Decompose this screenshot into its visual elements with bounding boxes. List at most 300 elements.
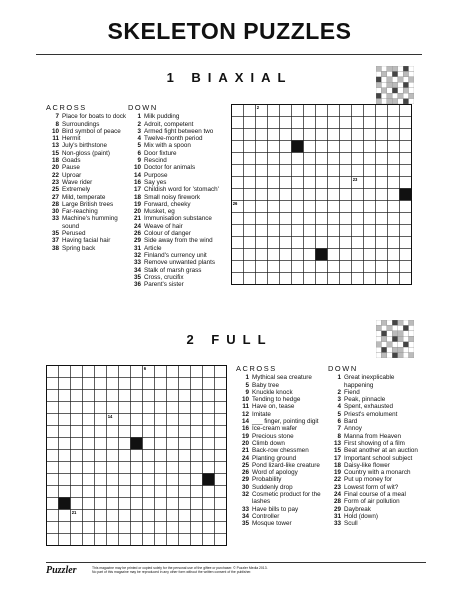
grid-cell[interactable]: [352, 273, 364, 285]
grid-cell[interactable]: [95, 474, 107, 486]
grid-cell[interactable]: [256, 213, 268, 225]
grid-cell[interactable]: [244, 201, 256, 213]
grid-cell[interactable]: [107, 462, 119, 474]
grid-cell[interactable]: [191, 402, 203, 414]
grid-cell[interactable]: [376, 225, 388, 237]
grid-cell[interactable]: [143, 522, 155, 534]
grid-cell[interactable]: [280, 225, 292, 237]
grid-cell[interactable]: [83, 390, 95, 402]
grid-cell[interactable]: [376, 189, 388, 201]
grid-cell[interactable]: [364, 261, 376, 273]
grid-cell[interactable]: [316, 237, 328, 249]
grid-cell[interactable]: [47, 438, 59, 450]
grid-cell[interactable]: [352, 117, 364, 129]
grid-cell[interactable]: [107, 438, 119, 450]
grid-cell[interactable]: [280, 165, 292, 177]
grid-cell[interactable]: [388, 249, 400, 261]
grid-cell[interactable]: [107, 486, 119, 498]
grid-cell[interactable]: [167, 450, 179, 462]
grid-cell[interactable]: [364, 117, 376, 129]
grid-cell[interactable]: [143, 474, 155, 486]
grid-cell[interactable]: [256, 165, 268, 177]
grid-cell[interactable]: [155, 498, 167, 510]
grid-cell[interactable]: [268, 165, 280, 177]
grid-cell[interactable]: [143, 450, 155, 462]
grid-cell[interactable]: [119, 402, 131, 414]
grid-cell[interactable]: [59, 486, 71, 498]
grid-cell[interactable]: [119, 438, 131, 450]
grid-cell[interactable]: [203, 426, 215, 438]
grid-cell[interactable]: [388, 153, 400, 165]
grid-cell[interactable]: [340, 129, 352, 141]
grid-cell[interactable]: [292, 153, 304, 165]
grid-cell[interactable]: [155, 522, 167, 534]
grid-cell[interactable]: [292, 249, 304, 261]
grid-cell[interactable]: [191, 426, 203, 438]
grid-cell[interactable]: [83, 402, 95, 414]
grid-cell[interactable]: [400, 153, 412, 165]
grid-cell[interactable]: [179, 438, 191, 450]
grid-cell[interactable]: [47, 462, 59, 474]
grid-cell[interactable]: [167, 462, 179, 474]
grid-cell[interactable]: [155, 378, 167, 390]
grid-cell[interactable]: [119, 474, 131, 486]
grid-cell[interactable]: [280, 153, 292, 165]
grid-cell[interactable]: [47, 402, 59, 414]
grid-cell[interactable]: [71, 438, 83, 450]
grid-cell[interactable]: [244, 177, 256, 189]
grid-cell[interactable]: [143, 414, 155, 426]
grid-cell[interactable]: [316, 213, 328, 225]
grid-cell[interactable]: [352, 201, 364, 213]
grid-cell[interactable]: [179, 402, 191, 414]
grid-cell[interactable]: [376, 213, 388, 225]
grid-cell[interactable]: [352, 129, 364, 141]
grid-cell[interactable]: [364, 201, 376, 213]
grid-cell[interactable]: [83, 462, 95, 474]
grid-cell[interactable]: [203, 438, 215, 450]
grid-cell[interactable]: [215, 402, 227, 414]
grid-cell[interactable]: [47, 534, 59, 546]
grid-cell[interactable]: [400, 117, 412, 129]
grid-cell[interactable]: [328, 261, 340, 273]
grid-cell[interactable]: [244, 117, 256, 129]
grid-cell[interactable]: [328, 249, 340, 261]
grid-cell[interactable]: [268, 153, 280, 165]
grid-cell[interactable]: [340, 237, 352, 249]
grid-cell[interactable]: [268, 249, 280, 261]
grid-cell[interactable]: [316, 153, 328, 165]
grid-cell[interactable]: [107, 390, 119, 402]
grid-cell[interactable]: [59, 534, 71, 546]
grid-cell[interactable]: [71, 390, 83, 402]
grid-cell[interactable]: [143, 534, 155, 546]
grid-cell[interactable]: [215, 414, 227, 426]
grid-cell[interactable]: [179, 450, 191, 462]
grid-cell[interactable]: [256, 201, 268, 213]
grid-cell[interactable]: [203, 498, 215, 510]
grid-cell[interactable]: [143, 498, 155, 510]
grid-cell[interactable]: [244, 153, 256, 165]
grid-cell[interactable]: [155, 414, 167, 426]
grid-cell[interactable]: [47, 390, 59, 402]
grid-cell[interactable]: [400, 249, 412, 261]
grid-cell[interactable]: [388, 273, 400, 285]
grid-cell[interactable]: [119, 510, 131, 522]
grid-cell[interactable]: [316, 141, 328, 153]
grid-cell[interactable]: [71, 534, 83, 546]
grid-cell[interactable]: [191, 414, 203, 426]
grid-cell[interactable]: [388, 213, 400, 225]
grid-cell[interactable]: [256, 261, 268, 273]
grid-cell[interactable]: [203, 510, 215, 522]
grid-cell[interactable]: [83, 450, 95, 462]
grid-cell[interactable]: [256, 129, 268, 141]
grid-cell[interactable]: [376, 261, 388, 273]
grid-cell[interactable]: [364, 249, 376, 261]
grid-cell[interactable]: [376, 105, 388, 117]
grid-cell[interactable]: [59, 474, 71, 486]
grid-cell[interactable]: [292, 117, 304, 129]
grid-cell[interactable]: [316, 105, 328, 117]
grid-cell[interactable]: [340, 141, 352, 153]
grid-cell[interactable]: [400, 165, 412, 177]
grid-cell[interactable]: [83, 378, 95, 390]
grid-cell[interactable]: [215, 510, 227, 522]
grid-cell[interactable]: [340, 117, 352, 129]
grid-cell[interactable]: [304, 117, 316, 129]
grid-cell[interactable]: [131, 366, 143, 378]
grid-cell[interactable]: [191, 510, 203, 522]
grid-cell[interactable]: [316, 177, 328, 189]
grid-cell[interactable]: [131, 378, 143, 390]
grid-cell[interactable]: [232, 165, 244, 177]
grid-cell[interactable]: [352, 225, 364, 237]
grid-cell[interactable]: [232, 153, 244, 165]
grid-cell[interactable]: [232, 105, 244, 117]
grid-cell[interactable]: [364, 273, 376, 285]
grid-cell[interactable]: [155, 462, 167, 474]
grid-cell[interactable]: [155, 438, 167, 450]
grid-cell[interactable]: [47, 426, 59, 438]
grid-cell[interactable]: [268, 237, 280, 249]
grid-cell[interactable]: [191, 450, 203, 462]
grid-cell[interactable]: [155, 510, 167, 522]
grid-cell[interactable]: [292, 261, 304, 273]
grid-cell[interactable]: [304, 237, 316, 249]
grid-cell[interactable]: [292, 237, 304, 249]
grid-cell[interactable]: [59, 390, 71, 402]
grid-cell[interactable]: [95, 414, 107, 426]
grid-cell[interactable]: [119, 450, 131, 462]
grid-cell[interactable]: [59, 402, 71, 414]
grid-cell[interactable]: [203, 414, 215, 426]
grid-cell[interactable]: [119, 522, 131, 534]
grid-cell[interactable]: [400, 201, 412, 213]
grid-cell[interactable]: [292, 105, 304, 117]
grid-cell[interactable]: [71, 414, 83, 426]
grid-cell[interactable]: [215, 378, 227, 390]
grid-cell[interactable]: [83, 522, 95, 534]
grid-cell[interactable]: [119, 486, 131, 498]
grid-cell[interactable]: [215, 498, 227, 510]
grid-cell[interactable]: [388, 105, 400, 117]
grid-cell[interactable]: [167, 426, 179, 438]
grid-cell[interactable]: [107, 378, 119, 390]
grid-cell[interactable]: [340, 213, 352, 225]
grid-cell[interactable]: [95, 438, 107, 450]
grid-cell[interactable]: [167, 414, 179, 426]
grid-cell[interactable]: [179, 486, 191, 498]
grid-cell[interactable]: [232, 225, 244, 237]
grid-cell[interactable]: [268, 141, 280, 153]
grid-cell[interactable]: [364, 141, 376, 153]
grid-cell[interactable]: [83, 486, 95, 498]
grid-cell[interactable]: [268, 261, 280, 273]
grid-cell[interactable]: [340, 249, 352, 261]
grid-cell[interactable]: [316, 129, 328, 141]
grid-cell[interactable]: [179, 498, 191, 510]
grid-cell[interactable]: [47, 414, 59, 426]
grid-cell[interactable]: [256, 249, 268, 261]
grid-cell[interactable]: [179, 462, 191, 474]
grid-cell[interactable]: [256, 117, 268, 129]
grid-cell[interactable]: [119, 534, 131, 546]
grid-cell[interactable]: [316, 225, 328, 237]
grid-cell[interactable]: [143, 486, 155, 498]
grid-cell[interactable]: [191, 378, 203, 390]
grid-cell[interactable]: [268, 189, 280, 201]
grid-cell[interactable]: [232, 273, 244, 285]
grid-cell[interactable]: [232, 117, 244, 129]
grid-cell[interactable]: [244, 105, 256, 117]
grid-cell[interactable]: [47, 450, 59, 462]
grid-cell[interactable]: [143, 390, 155, 402]
grid-cell[interactable]: [131, 498, 143, 510]
grid-cell[interactable]: [179, 474, 191, 486]
grid-cell[interactable]: [268, 213, 280, 225]
grid-cell[interactable]: [304, 141, 316, 153]
grid-cell[interactable]: [388, 117, 400, 129]
grid-cell[interactable]: [304, 249, 316, 261]
grid-cell[interactable]: [47, 474, 59, 486]
grid-cell[interactable]: [83, 426, 95, 438]
grid-cell[interactable]: [179, 378, 191, 390]
grid-cell[interactable]: [155, 474, 167, 486]
grid-cell[interactable]: [268, 129, 280, 141]
grid-cell[interactable]: [352, 153, 364, 165]
grid-cell[interactable]: [292, 273, 304, 285]
grid-cell[interactable]: [191, 366, 203, 378]
grid-cell[interactable]: [143, 510, 155, 522]
grid-cell[interactable]: [256, 225, 268, 237]
grid-cell[interactable]: [268, 201, 280, 213]
grid-cell[interactable]: [244, 141, 256, 153]
grid-cell[interactable]: [107, 366, 119, 378]
grid-cell[interactable]: [388, 237, 400, 249]
grid-cell[interactable]: [352, 249, 364, 261]
grid-cell[interactable]: [95, 522, 107, 534]
grid-cell[interactable]: [316, 165, 328, 177]
grid-cell[interactable]: [292, 201, 304, 213]
grid-cell[interactable]: [107, 510, 119, 522]
grid-cell[interactable]: [232, 129, 244, 141]
grid-cell[interactable]: [83, 498, 95, 510]
grid-cell[interactable]: [244, 129, 256, 141]
grid-cell[interactable]: [352, 237, 364, 249]
grid-cell[interactable]: [376, 165, 388, 177]
grid-cell[interactable]: [131, 474, 143, 486]
grid-cell[interactable]: [364, 213, 376, 225]
grid-cell[interactable]: [179, 414, 191, 426]
grid-cell[interactable]: [364, 165, 376, 177]
grid-cell[interactable]: [191, 498, 203, 510]
grid-cell[interactable]: [328, 105, 340, 117]
grid-cell[interactable]: [47, 486, 59, 498]
grid-cell[interactable]: [244, 165, 256, 177]
grid-cell[interactable]: [280, 177, 292, 189]
grid-cell[interactable]: [244, 261, 256, 273]
grid-cell[interactable]: [191, 522, 203, 534]
grid-cell[interactable]: [95, 486, 107, 498]
grid-cell[interactable]: [400, 141, 412, 153]
grid-cell[interactable]: [143, 462, 155, 474]
grid-cell[interactable]: [364, 129, 376, 141]
grid-cell[interactable]: [215, 390, 227, 402]
grid-cell[interactable]: [400, 213, 412, 225]
grid-cell[interactable]: [215, 462, 227, 474]
grid-cell[interactable]: [83, 534, 95, 546]
grid-cell[interactable]: [107, 450, 119, 462]
grid-cell[interactable]: [376, 273, 388, 285]
grid-cell[interactable]: [203, 450, 215, 462]
grid-cell[interactable]: [167, 498, 179, 510]
grid-cell[interactable]: [328, 153, 340, 165]
grid-cell[interactable]: [316, 201, 328, 213]
grid-cell[interactable]: [328, 237, 340, 249]
grid-cell[interactable]: [268, 105, 280, 117]
grid-cell[interactable]: [280, 105, 292, 117]
grid-cell[interactable]: [340, 105, 352, 117]
grid-cell[interactable]: [143, 426, 155, 438]
grid-cell[interactable]: [376, 249, 388, 261]
grid-cell[interactable]: [119, 378, 131, 390]
grid-cell[interactable]: [316, 189, 328, 201]
grid-cell[interactable]: [280, 141, 292, 153]
grid-cell[interactable]: [256, 273, 268, 285]
grid-cell[interactable]: [95, 390, 107, 402]
grid-cell[interactable]: [304, 189, 316, 201]
grid-cell[interactable]: [340, 189, 352, 201]
grid-cell[interactable]: [376, 129, 388, 141]
grid-cell[interactable]: [232, 141, 244, 153]
grid-cell[interactable]: [304, 201, 316, 213]
grid-cell[interactable]: [400, 129, 412, 141]
grid-cell[interactable]: [71, 378, 83, 390]
grid-cell[interactable]: [131, 450, 143, 462]
grid-cell[interactable]: [167, 402, 179, 414]
grid-cell[interactable]: [388, 189, 400, 201]
grid-cell[interactable]: [304, 225, 316, 237]
grid-cell[interactable]: [400, 237, 412, 249]
grid-cell[interactable]: [340, 153, 352, 165]
grid-cell[interactable]: [95, 366, 107, 378]
grid-cell[interactable]: [107, 426, 119, 438]
grid-cell[interactable]: [179, 522, 191, 534]
grid-cell[interactable]: [376, 141, 388, 153]
grid-cell[interactable]: [268, 273, 280, 285]
grid-cell[interactable]: [47, 366, 59, 378]
grid-cell[interactable]: [316, 117, 328, 129]
grid-cell[interactable]: [256, 153, 268, 165]
grid-cell[interactable]: [179, 426, 191, 438]
grid-cell[interactable]: [167, 366, 179, 378]
grid-cell[interactable]: [155, 450, 167, 462]
grid-cell[interactable]: [388, 129, 400, 141]
grid-cell[interactable]: [292, 213, 304, 225]
grid-cell[interactable]: [388, 141, 400, 153]
grid-cell[interactable]: [119, 414, 131, 426]
grid-cell[interactable]: [167, 378, 179, 390]
grid-cell[interactable]: [244, 249, 256, 261]
grid-cell[interactable]: [83, 366, 95, 378]
grid-cell[interactable]: [352, 105, 364, 117]
grid-cell[interactable]: [376, 117, 388, 129]
grid-cell[interactable]: [256, 177, 268, 189]
grid-cell[interactable]: [215, 486, 227, 498]
grid-cell[interactable]: [191, 486, 203, 498]
grid-cell[interactable]: [232, 189, 244, 201]
grid-cell[interactable]: [167, 522, 179, 534]
grid-cell[interactable]: [364, 153, 376, 165]
grid-cell[interactable]: [143, 378, 155, 390]
grid-cell[interactable]: [215, 522, 227, 534]
grid-cell[interactable]: [328, 165, 340, 177]
grid-cell[interactable]: [388, 177, 400, 189]
grid-cell[interactable]: [400, 105, 412, 117]
grid-cell[interactable]: [107, 534, 119, 546]
grid-cell[interactable]: [352, 141, 364, 153]
grid-cell[interactable]: [47, 522, 59, 534]
grid-cell[interactable]: [131, 522, 143, 534]
grid-cell[interactable]: [47, 510, 59, 522]
grid-cell[interactable]: [328, 129, 340, 141]
grid-cell[interactable]: [167, 534, 179, 546]
grid-cell[interactable]: [268, 225, 280, 237]
grid-cell[interactable]: [59, 366, 71, 378]
grid-cell[interactable]: [107, 474, 119, 486]
grid-cell[interactable]: [191, 390, 203, 402]
grid-cell[interactable]: [131, 390, 143, 402]
grid-cell[interactable]: [364, 105, 376, 117]
grid-cell[interactable]: [352, 213, 364, 225]
grid-cell[interactable]: [304, 213, 316, 225]
grid-cell[interactable]: [232, 177, 244, 189]
grid-cell[interactable]: [280, 213, 292, 225]
grid-cell[interactable]: [376, 153, 388, 165]
grid-cell[interactable]: [155, 426, 167, 438]
grid-cell[interactable]: [203, 534, 215, 546]
grid-cell[interactable]: [83, 438, 95, 450]
grid-cell[interactable]: [292, 165, 304, 177]
grid-cell[interactable]: [215, 438, 227, 450]
grid-cell[interactable]: [388, 225, 400, 237]
grid-cell[interactable]: [292, 129, 304, 141]
grid-cell[interactable]: [280, 129, 292, 141]
grid-cell[interactable]: [95, 534, 107, 546]
grid-cell[interactable]: [203, 390, 215, 402]
grid-cell[interactable]: [59, 414, 71, 426]
